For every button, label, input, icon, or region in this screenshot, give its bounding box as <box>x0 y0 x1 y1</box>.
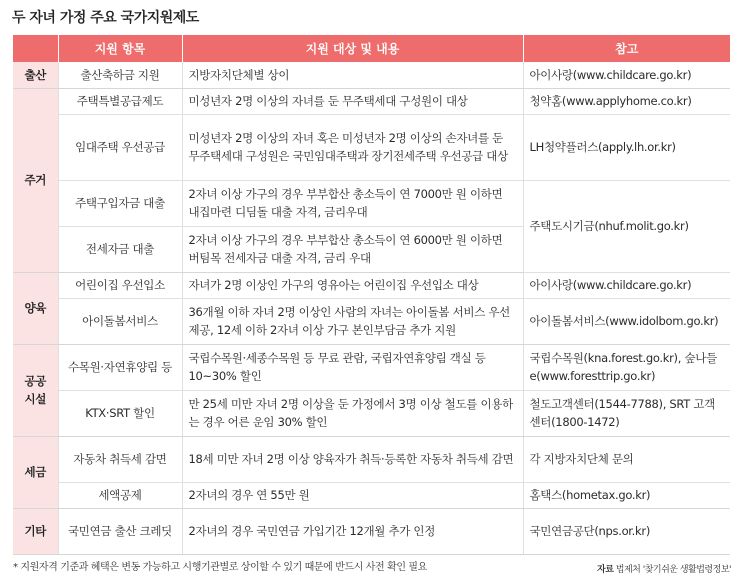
row-content: 지방자치단체별 상이 <box>182 62 523 88</box>
table-row <box>13 180 730 226</box>
table-row <box>13 62 730 88</box>
row-content: 36개월 이하 자녀 2명 이상인 사람의 자녀는 아이돌봄 서비스 우선 제공, 12세 이하 2자녀 이상 가구 본인부담금 추가 지원 <box>182 298 523 344</box>
table-row <box>13 88 730 114</box>
page-title: 두 자녀 가정 주요 국가지원제도 <box>12 10 199 26</box>
row-content: 2자녀의 경우 연 55만 원 <box>182 482 523 508</box>
header-category <box>13 35 58 62</box>
header-item: 지원 항목 <box>58 35 182 62</box>
category-housing: 주거 <box>13 88 58 272</box>
category-childcare: 양육 <box>13 272 58 344</box>
row-reference: 홈택스(hometax.go.kr) <box>523 482 730 508</box>
category-etc: 기타 <box>13 508 58 554</box>
footnote: * 지원자격 기준과 혜택은 변동 가능하고 시행기관별로 상이할 수 있기 때문에 반드시 사전 확인 필요 <box>13 562 427 573</box>
row-content: 자녀가 2명 이상인 가구의 영유아는 어린이집 우선입소 대상 <box>182 272 523 298</box>
source-label: 자료 <box>597 565 614 575</box>
row-item: 임대주택 우선공급 <box>58 114 182 180</box>
source-text: 법제처 '찾기쉬운 생활법령정보' <box>615 565 731 575</box>
row-item: 출산축하금 지원 <box>58 62 182 88</box>
row-reference: 아이사랑(www.childcare.go.kr) <box>523 62 730 88</box>
table-row <box>13 508 730 554</box>
table-row <box>13 482 730 508</box>
row-reference: 아이돌봄서비스(www.idolbom.go.kr) <box>523 298 730 344</box>
source-credit <box>597 562 731 575</box>
row-reference: 청약홈(www.applyhome.co.kr) <box>523 88 730 114</box>
row-content: 미성년자 2명 이상의 자녀 혹은 미성년자 2명 이상의 손자녀를 둔 무주택세대 구성원은 국민임대주택과 장기전세주택 우선공급 대상 <box>182 114 523 180</box>
row-item: 어린이집 우선입소 <box>58 272 182 298</box>
category-birth: 출산 <box>13 62 58 88</box>
table-row <box>13 298 730 344</box>
row-content: 2자녀 이상 가구의 경우 부부합산 총소득이 연 7000만 원 이하면 내집마련 디딤돌 대출 자격, 금리우대 <box>182 180 523 226</box>
row-item: 주택구입자금 대출 <box>58 180 182 226</box>
table-row <box>13 436 730 482</box>
row-item: 수목원·자연휴양림 등 <box>58 344 182 390</box>
row-item: 국민연금 출산 크레딧 <box>58 508 182 554</box>
header-reference: 참고 <box>523 35 730 62</box>
row-content: 2자녀 이상 가구의 경우 부부합산 총소득이 연 6000만 원 이하면 버팀목 전세자금 대출 자격, 금리 우대 <box>182 226 523 272</box>
table-row <box>13 272 730 298</box>
row-reference: 철도고객센터(1544-7788), SRT 고객센터(1800-1472) <box>523 390 730 436</box>
row-content: 만 25세 미만 자녀 2명 이상을 둔 가정에서 3명 이상 철도를 이용하는 경우 어른 운임 30% 할인 <box>182 390 523 436</box>
category-public-facilities: 공공 시설 <box>13 344 58 436</box>
row-item: 세액공제 <box>58 482 182 508</box>
row-item: KTX·SRT 할인 <box>58 390 182 436</box>
row-content: 2자녀의 경우 국민연금 가입기간 12개월 추가 인정 <box>182 508 523 554</box>
row-reference: 국립수목원(kna.forest.go.kr), 숲나들e(www.foresttrip.go.kr) <box>523 344 730 390</box>
row-item: 자동차 취득세 감면 <box>58 436 182 482</box>
table-row <box>13 344 730 390</box>
table-row <box>13 114 730 180</box>
row-item: 아이돌봄서비스 <box>58 298 182 344</box>
row-reference: 주택도시기금(nhuf.molit.go.kr) <box>523 180 730 272</box>
support-table <box>13 35 730 555</box>
table-row <box>13 390 730 436</box>
row-reference: LH청약플러스(apply.lh.or.kr) <box>523 114 730 180</box>
table-header-row <box>13 35 730 62</box>
row-reference: 각 지방자치단체 문의 <box>523 436 730 482</box>
header-content: 지원 대상 및 내용 <box>182 35 523 62</box>
row-reference: 국민연금공단(nps.or.kr) <box>523 508 730 554</box>
row-item: 전세자금 대출 <box>58 226 182 272</box>
row-item: 주택특별공급제도 <box>58 88 182 114</box>
row-content: 미성년자 2명 이상의 자녀를 둔 무주택세대 구성원이 대상 <box>182 88 523 114</box>
row-content: 국립수목원·세종수목원 등 무료 관람, 국립자연휴양림 객실 등 10~30% 할인 <box>182 344 523 390</box>
category-tax: 세금 <box>13 436 58 508</box>
row-reference: 아이사랑(www.childcare.go.kr) <box>523 272 730 298</box>
row-content: 18세 미만 자녀 2명 이상 양육자가 취득·등록한 자동차 취득세 감면 <box>182 436 523 482</box>
